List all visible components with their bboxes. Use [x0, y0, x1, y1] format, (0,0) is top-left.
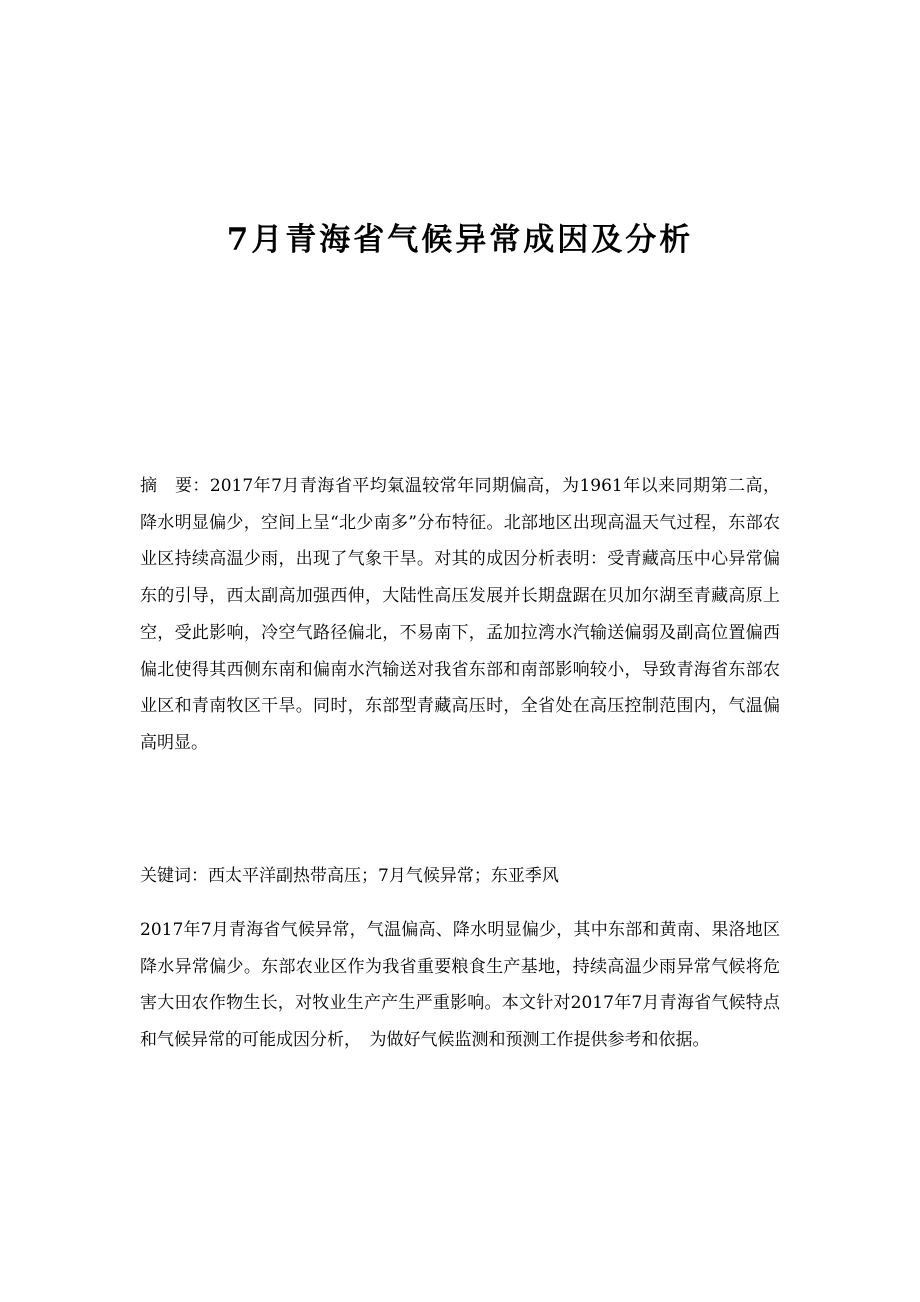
abstract-text: 2017年7月青海省平均氣温较常年同期偏高，为1961年以来同期第二高，降水明显偏少，空间上呈“北少南多”分布特征。北部地区出现高温天气过程，东部农业区持续高温少雨，出现了气象干旱。对其的成因分析表明：受青藏高压中心异常偏东的引导，西太副高加强西伸，大陆性高压发展并长期盘踞在贝加尔湖至青藏高原上空，受此影响，冷空气路径偏北，不易南下，孟加拉湾水汽输送偏弱及副高位置偏西偏北使得其西侧东南和偏南水汽输送对我省东部和南部影响较小，导致青海省东部农业区和青南牧区干旱。同时，东部型青藏高压时，全省处在高压控制范围内，气温偏高明显。: [140, 476, 781, 753]
keywords-paragraph: [140, 858, 780, 894]
keywords-text: 西太平洋副热带高压；7月气候异常；东亚季风: [208, 866, 559, 886]
abstract-label: 摘 要：: [140, 476, 210, 496]
intro-paragraph: 2017年7月青海省气候异常，气温偏高、降水明显偏少，其中东部和黄南、果洛地区降水异常偏少。东部农业区作为我省重要粮食生产基地，持续高温少雨异常气候将危害大田农作物生长，对牧业生产产生严重影响。本文针对2017年7月青海省气候特点和气候异常的可能成因分析， 为做好气候监测和预测工作提供参考和依据。: [140, 920, 780, 1050]
document-title: 7月青海省气候异常成因及分析: [226, 222, 694, 258]
keywords-label: 关键词：: [140, 866, 208, 886]
abstract-paragraph: [140, 468, 780, 762]
